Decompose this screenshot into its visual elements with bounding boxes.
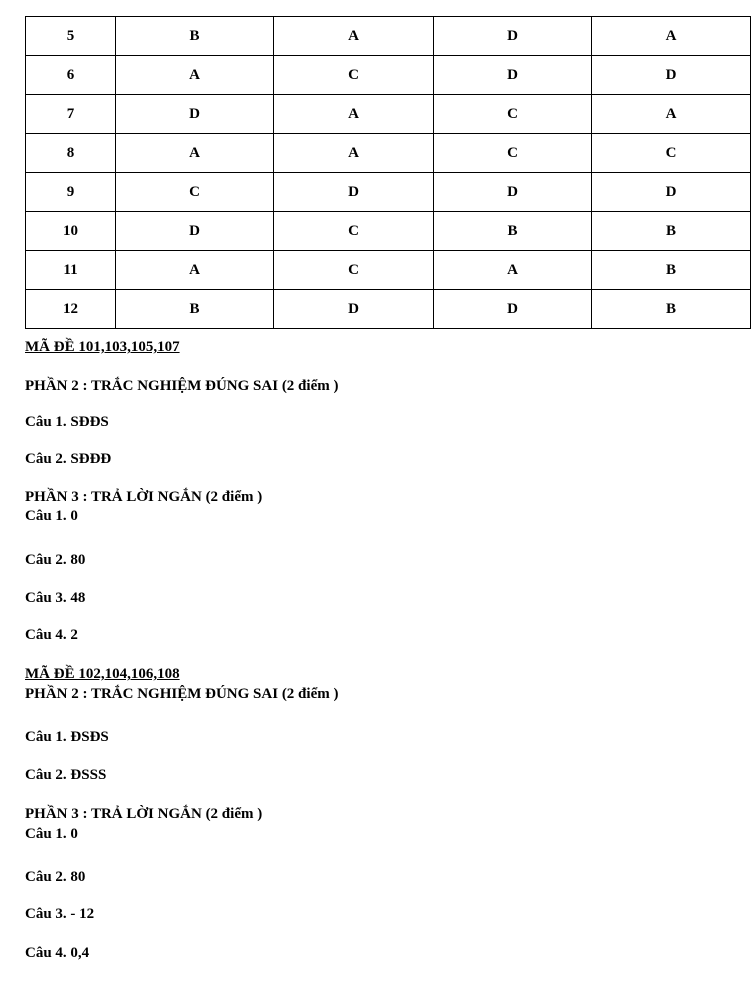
part3-answer-2-4: Câu 4. 0,4 bbox=[25, 945, 90, 961]
table-row bbox=[26, 173, 751, 212]
answer-cell: A bbox=[116, 134, 274, 173]
answer-cell: D bbox=[434, 290, 592, 329]
answer-cell: D bbox=[116, 95, 274, 134]
question-number-cell: 9 bbox=[26, 173, 116, 212]
part2-answer-2-1: Câu 1. ĐSĐS bbox=[25, 729, 109, 745]
answer-cell: B bbox=[116, 290, 274, 329]
table-row bbox=[26, 251, 751, 290]
exam-code-heading-2: MÃ ĐỀ 102,104,106,108 bbox=[25, 666, 180, 682]
part2-answer-2-2: Câu 2. ĐSSS bbox=[25, 767, 107, 783]
answer-cell: B bbox=[116, 17, 274, 56]
question-number-cell: 7 bbox=[26, 95, 116, 134]
table-row bbox=[26, 95, 751, 134]
part3-answer-2-3: Câu 3. - 12 bbox=[25, 906, 95, 922]
table-row bbox=[26, 56, 751, 95]
answer-cell: C bbox=[434, 95, 592, 134]
question-number-cell: 11 bbox=[26, 251, 116, 290]
answer-cell: D bbox=[592, 173, 751, 212]
answer-cell: B bbox=[434, 212, 592, 251]
part3-answer-2-2: Câu 2. 80 bbox=[25, 869, 86, 885]
answer-cell: B bbox=[592, 290, 751, 329]
answer-key-table bbox=[25, 16, 751, 329]
part3-answer-1-3: Câu 3. 48 bbox=[25, 590, 86, 606]
part2-title-2: PHẦN 2 : TRẮC NGHIỆM ĐÚNG SAI (2 điểm ) bbox=[25, 686, 339, 702]
question-number-cell: 12 bbox=[26, 290, 116, 329]
answer-cell: C bbox=[274, 251, 434, 290]
part2-title-1: PHẦN 2 : TRẮC NGHIỆM ĐÚNG SAI (2 điểm ) bbox=[25, 378, 339, 394]
answer-key-body bbox=[26, 17, 751, 329]
answer-cell: A bbox=[116, 251, 274, 290]
table-row bbox=[26, 17, 751, 56]
question-number-cell: 10 bbox=[26, 212, 116, 251]
answer-cell: C bbox=[274, 56, 434, 95]
part3-answer-1-2: Câu 2. 80 bbox=[25, 552, 86, 568]
table-row bbox=[26, 134, 751, 173]
answer-cell: A bbox=[592, 17, 751, 56]
answer-cell: B bbox=[592, 212, 751, 251]
answer-cell: C bbox=[592, 134, 751, 173]
part3-title-2: PHẦN 3 : TRẢ LỜI NGẮN (2 điểm ) bbox=[25, 806, 263, 822]
question-number-cell: 5 bbox=[26, 17, 116, 56]
answer-cell: A bbox=[434, 251, 592, 290]
exam-code-heading-1: MÃ ĐỀ 101,103,105,107 bbox=[25, 339, 180, 355]
part3-title-1: PHẦN 3 : TRẢ LỜI NGẮN (2 điểm ) bbox=[25, 489, 263, 505]
part3-answer-2-1: Câu 1. 0 bbox=[25, 826, 78, 842]
answer-cell: D bbox=[434, 17, 592, 56]
table-row bbox=[26, 212, 751, 251]
part3-answer-1-4: Câu 4. 2 bbox=[25, 627, 78, 643]
part3-answer-1-1: Câu 1. 0 bbox=[25, 508, 78, 524]
answer-cell: A bbox=[274, 134, 434, 173]
answer-cell: D bbox=[592, 56, 751, 95]
answer-cell: C bbox=[274, 212, 434, 251]
answer-cell: C bbox=[434, 134, 592, 173]
answer-cell: A bbox=[274, 17, 434, 56]
answer-cell: D bbox=[274, 173, 434, 212]
part2-answer-1-2: Câu 2. SĐĐĐ bbox=[25, 451, 112, 467]
part2-answer-1-1: Câu 1. SĐĐS bbox=[25, 414, 109, 430]
answer-cell: D bbox=[274, 290, 434, 329]
answer-cell: D bbox=[434, 173, 592, 212]
table-row bbox=[26, 290, 751, 329]
question-number-cell: 8 bbox=[26, 134, 116, 173]
answer-cell: D bbox=[116, 212, 274, 251]
question-number-cell: 6 bbox=[26, 56, 116, 95]
answer-cell: A bbox=[592, 95, 751, 134]
answer-cell: D bbox=[434, 56, 592, 95]
answer-cell: C bbox=[116, 173, 274, 212]
answer-cell: A bbox=[274, 95, 434, 134]
answer-cell: B bbox=[592, 251, 751, 290]
answer-cell: A bbox=[116, 56, 274, 95]
